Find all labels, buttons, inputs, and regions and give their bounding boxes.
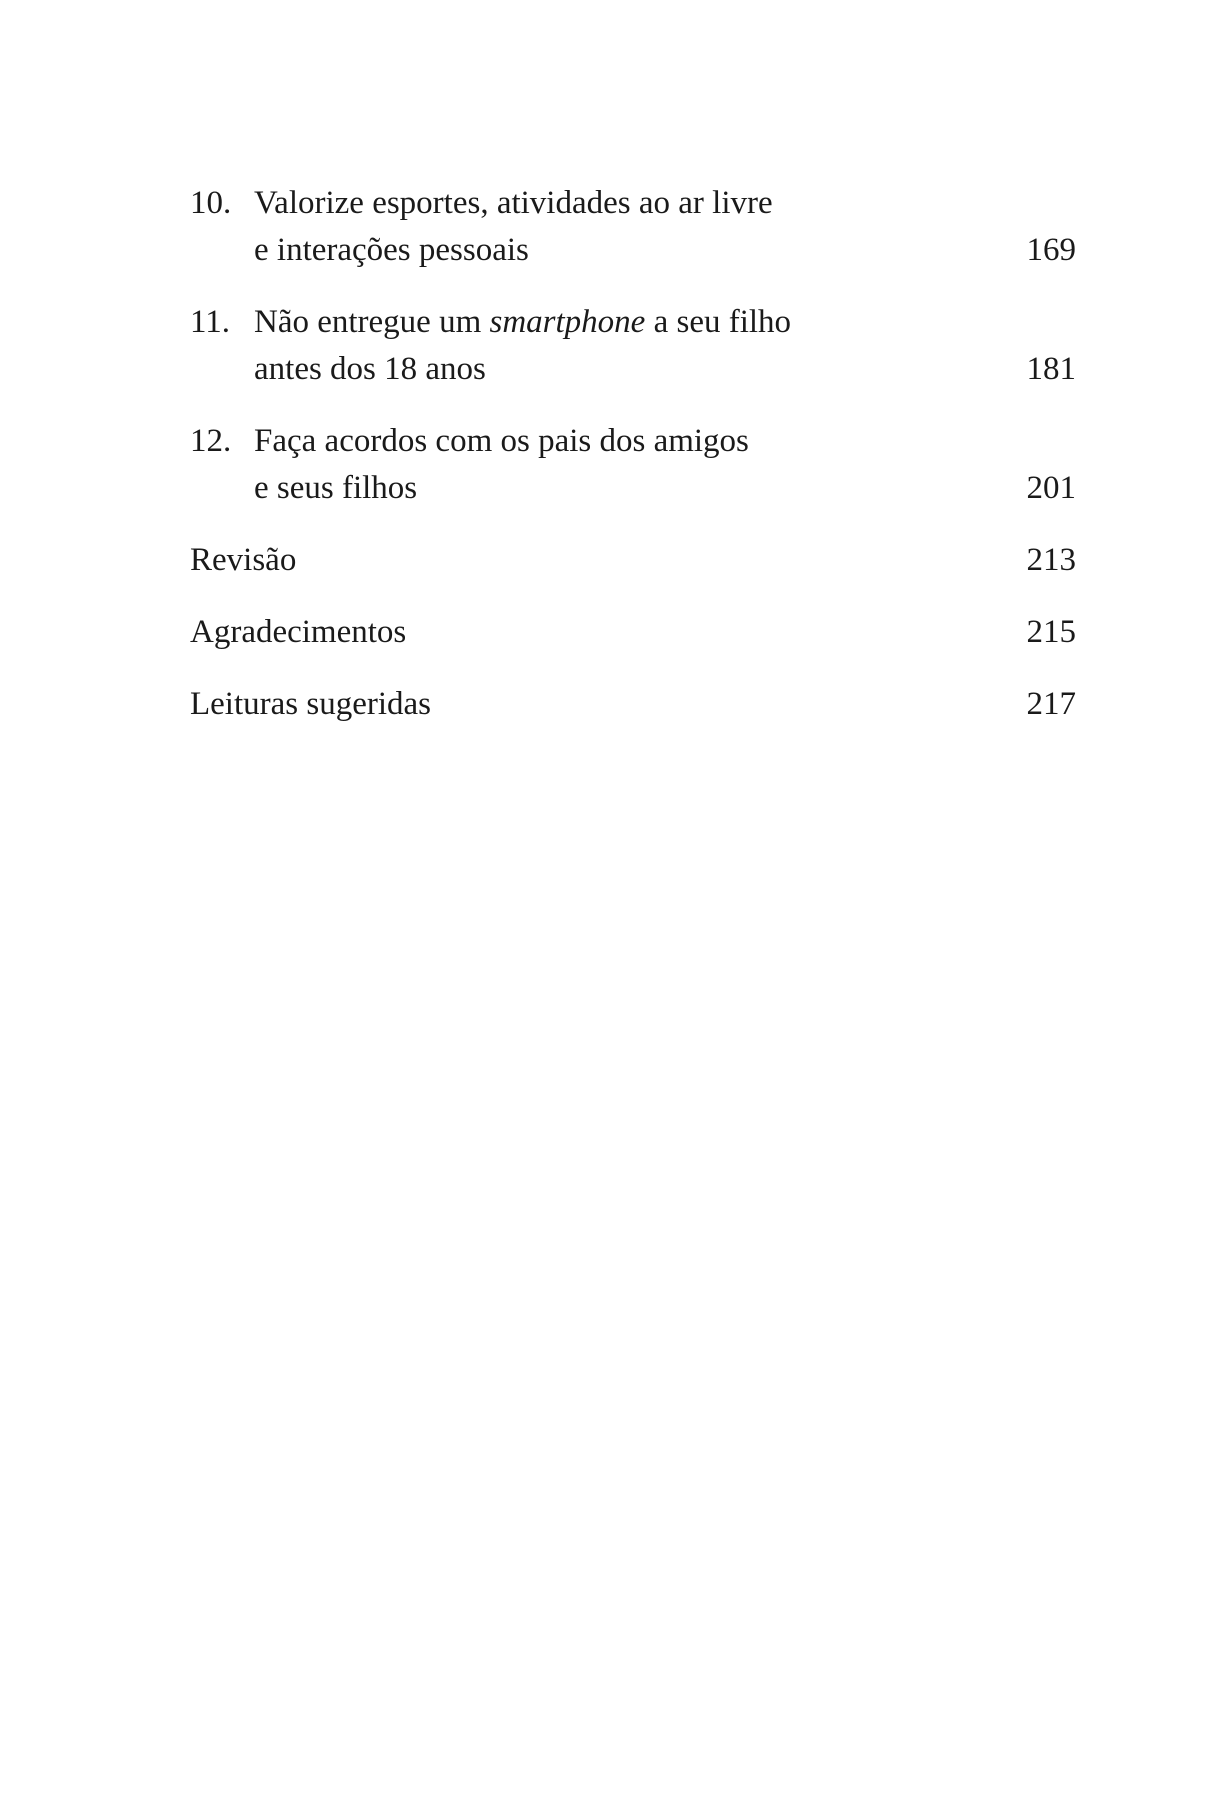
chapter-number: 12. <box>190 423 232 459</box>
page-number: 217 <box>1026 686 1076 722</box>
section-title: Leituras sugeridas <box>190 686 432 722</box>
title-text: Não entregue um <box>254 304 490 340</box>
chapter-title-line-1: Faça acordos com os pais dos amigos <box>254 423 749 459</box>
table-of-contents <box>190 180 1076 753</box>
chapter-title-line-2: e interações pessoais <box>254 232 529 268</box>
toc-entry-chapter-11[interactable] <box>190 299 1076 393</box>
page-number: 181 <box>1026 351 1076 387</box>
page-number: 201 <box>1026 470 1076 506</box>
toc-entry-revisao[interactable] <box>190 537 1076 584</box>
section-title: Revisão <box>190 542 297 578</box>
chapter-number: 10. <box>190 185 232 221</box>
chapter-number: 11. <box>190 304 231 340</box>
page-number: 169 <box>1026 232 1076 268</box>
page-number: 215 <box>1026 614 1076 650</box>
toc-entry-chapter-10[interactable] <box>190 180 1076 274</box>
toc-entry-chapter-12[interactable] <box>190 418 1076 512</box>
toc-entry-leituras-sugeridas[interactable] <box>190 681 1076 728</box>
chapter-title-line-2: antes dos 18 anos <box>254 351 486 387</box>
chapter-title-line-1 <box>254 299 1076 346</box>
toc-entry-agradecimentos[interactable] <box>190 609 1076 656</box>
chapter-title-line-1: Valorize esportes, atividades ao ar livre <box>254 185 773 221</box>
chapter-title-line-2: e seus filhos <box>254 470 418 506</box>
page-number: 213 <box>1026 542 1076 578</box>
title-text: a seu filho <box>645 304 792 340</box>
title-italic-text: smartphone <box>489 304 646 340</box>
section-title: Agradecimentos <box>190 614 407 650</box>
